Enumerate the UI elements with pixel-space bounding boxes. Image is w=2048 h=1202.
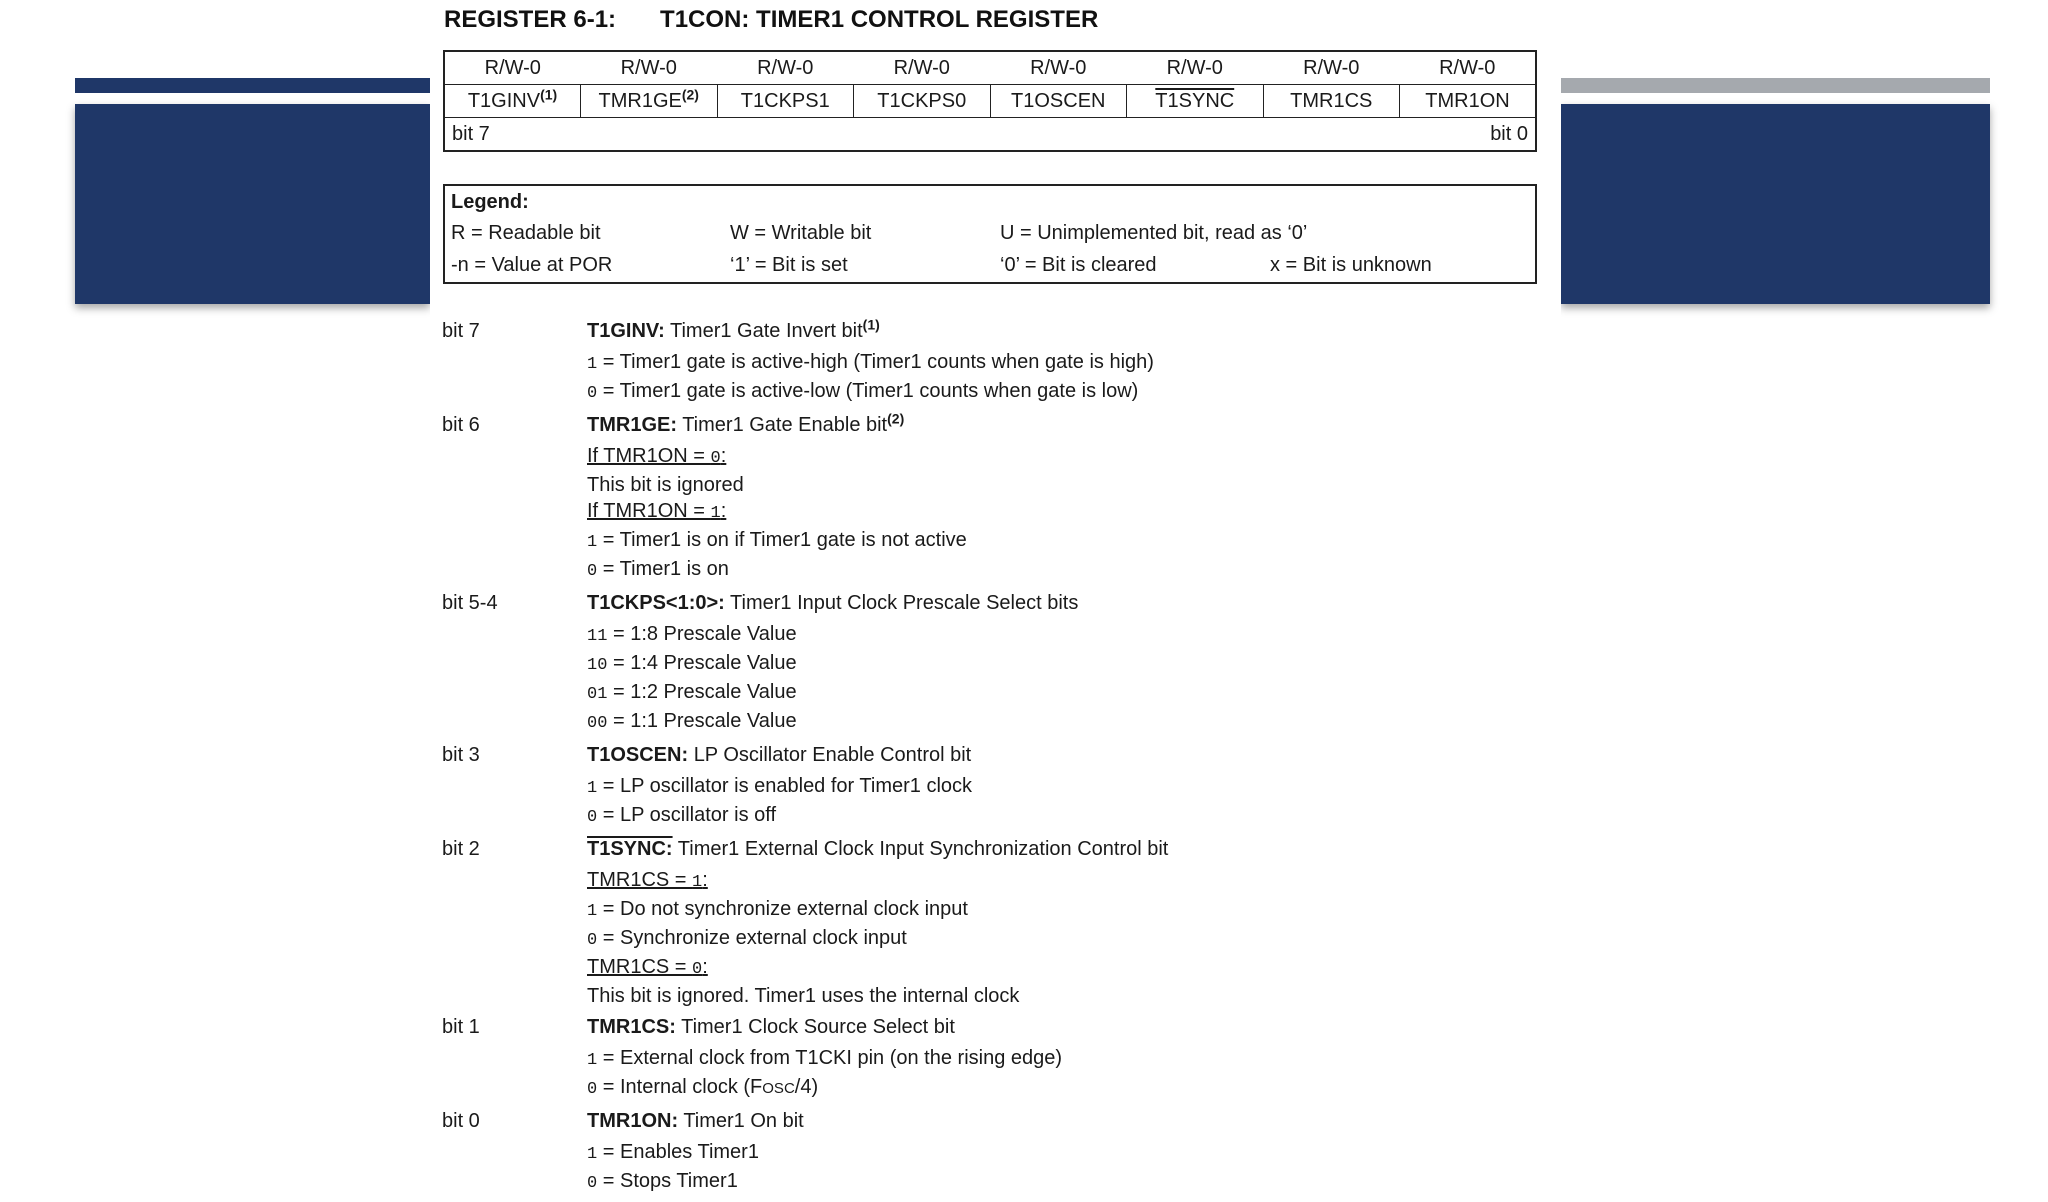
decor-block-right [1561,104,1990,304]
access-row [444,51,1536,85]
access-cell: R/W-0 [1439,56,1496,79]
access-cell: R/W-0 [757,56,814,79]
desc-heading: TMR1CS: Timer1 Clock Source Select bit [587,1016,955,1038]
desc-bit0 [442,1108,1542,1197]
desc-line: 1 = Enables Timer1 [587,1141,759,1164]
decor-strip-left [75,78,430,93]
desc-line: 01 = 1:2 Prescale Value [587,681,797,704]
desc-bit2 [442,836,1542,1009]
access-cell: R/W-0 [1303,56,1360,79]
desc-line: 0 = Timer1 is on [587,558,729,581]
bit-label: bit 7 [442,320,480,342]
desc-bit6 [442,412,1542,585]
bit-label: bit 1 [442,1016,480,1038]
bit-label: bit 2 [442,838,480,860]
bit-cell-t1sync: T1SYNC [1127,85,1264,118]
desc-line: 1 = Do not synchronize external clock input [587,898,968,921]
bit-name-row [444,85,1536,118]
access-cell: R/W-0 [1166,56,1223,79]
bit-cell-tmr1cs: TMR1CS [1263,85,1400,118]
decor-block-left [75,104,430,304]
bit-cell-tmr1on: TMR1ON [1400,85,1537,118]
desc-heading: TMR1GE: Timer1 Gate Enable bit$^{(2)}$ [587,410,905,436]
register-name: T1CON: TIMER1 CONTROL REGISTER [660,6,1099,33]
desc-line: 00 = 1:1 Prescale Value [587,710,797,733]
desc-bit1 [442,1014,1542,1103]
desc-line: 0 = Synchronize external clock input [587,927,907,950]
desc-line: 0 = Internal clock (FOSC/4) [587,1076,819,1099]
desc-condition: TMR1CS = 0: [587,956,708,979]
bit-label: bit 5-4 [442,592,498,614]
desc-line: 11 = 1:8 Prescale Value [587,623,797,646]
legend-unimplemented: U = Unimplemented bit, read as ‘0’ [1000,222,1308,244]
legend-readable: R = Readable bit [451,222,601,244]
legend-por: -n = Value at POR [451,254,613,276]
bit-label: bit 3 [442,744,480,766]
desc-bit7 [442,318,1542,407]
bit-cell-t1ckps0: T1CKPS0 [854,85,991,118]
desc-line: This bit is ignored. Timer1 uses the internal clock [587,985,1020,1007]
desc-bit3 [442,742,1542,831]
desc-line: 1 = LP oscillator is enabled for Timer1 clock [587,775,973,798]
desc-condition: If TMR1ON = 1: [587,500,727,523]
register-bit-table [443,50,1537,152]
desc-line: 0 = Timer1 gate is active-low (Timer1 counts when gate is low) [587,380,1139,403]
desc-heading: T1GINV: Timer1 Gate Invert bit$^{(1)}$ [587,316,880,342]
register-title [444,6,1098,34]
bit-cell-tmr1ge: TMR1GE$^{(2)}$ [581,85,718,118]
bit-label: bit 6 [442,414,480,436]
access-cell: R/W-0 [1030,56,1087,79]
desc-line: 1 = Timer1 is on if Timer1 gate is not active [587,529,967,552]
datasheet-page [430,0,1561,1193]
legend-unknown: x = Bit is unknown [1270,254,1432,276]
legend-cleared: ‘0’ = Bit is cleared [1000,254,1157,276]
legend-box [443,184,1537,284]
bit-descriptions [442,318,1542,1202]
decor-strip-right [1561,78,1990,93]
desc-line: This bit is ignored [587,474,744,496]
access-cell: R/W-0 [620,56,677,79]
legend-set: ‘1’ = Bit is set [730,254,848,276]
desc-line: 1 = External clock from T1CKI pin (on the rising edge) [587,1047,1063,1070]
desc-bit5-4 [442,590,1542,737]
desc-line: 1 = Timer1 gate is active-high (Timer1 counts when gate is high) [587,351,1154,374]
desc-line: 10 = 1:4 Prescale Value [587,652,797,675]
lsb-label: bit 0 [990,118,1536,152]
bit-cell-t1ckps1: T1CKPS1 [717,85,854,118]
bit-label: bit 0 [442,1110,480,1132]
desc-heading: T1SYNC: Timer1 External Clock Input Synchronization Control bit [587,838,1169,860]
access-cell: R/W-0 [484,56,541,79]
bit-cell-t1oscen: T1OSCEN [990,85,1127,118]
desc-condition: If TMR1ON = 0: [587,445,727,468]
desc-heading: TMR1ON: Timer1 On bit [587,1110,804,1132]
msb-label: bit 7 [444,118,990,152]
desc-heading: T1OSCEN: LP Oscillator Enable Control bit [587,744,972,766]
legend-writable: W = Writable bit [730,222,872,244]
access-cell: R/W-0 [893,56,950,79]
desc-line: 0 = Stops Timer1 [587,1170,738,1193]
bit-position-row [444,118,1536,152]
legend-title: Legend: [451,191,529,213]
register-label: REGISTER 6-1: [444,6,617,33]
desc-line: 0 = LP oscillator is off [587,804,777,827]
desc-heading: T1CKPS<1:0>: Timer1 Input Clock Prescale Select bits [587,592,1079,614]
bit-cell-t1ginv: T1GINV$^{(1)}$ [444,85,581,118]
desc-condition: TMR1CS = 1: [587,869,708,892]
